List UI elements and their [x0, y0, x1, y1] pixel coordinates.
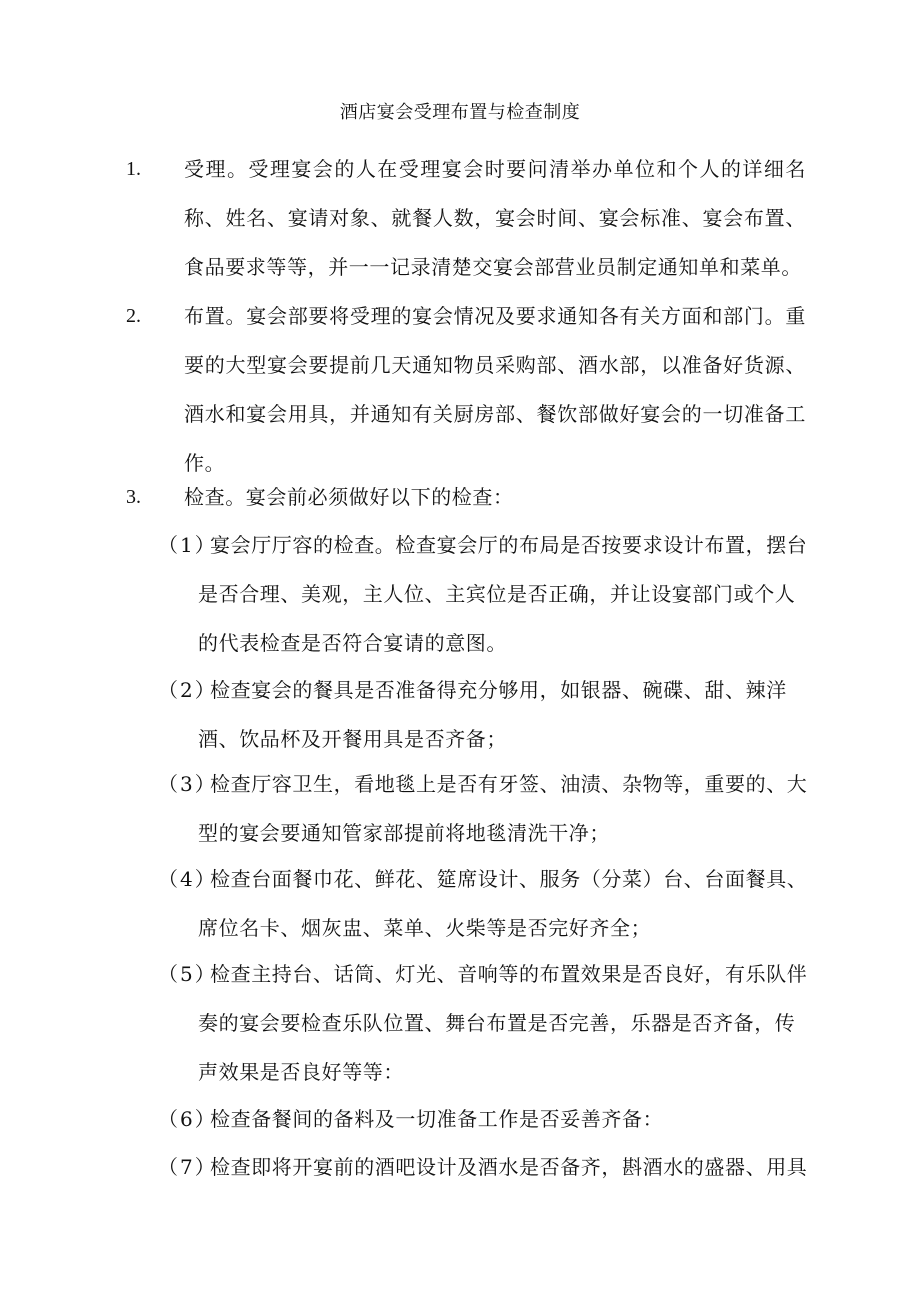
sub-item-7 — [158, 1143, 808, 1192]
list-item-number: 1. — [126, 158, 141, 180]
sub-item-text: 检查厅容卫生，看地毯上是否有牙签、油渍、杂物等，重要的、大型的宴会要通知管家部提前将地毯清洗干净； — [198, 772, 808, 845]
sub-item-mark: （3） — [158, 772, 217, 796]
sub-item-6 — [158, 1095, 808, 1144]
list-item-2 — [126, 292, 806, 488]
sub-item-text: 检查主持台、话筒、灯光、音响等的布置效果是否良好，有乐队伴奏的宴会要检查乐队位置、舞台布置是否完善，乐器是否齐备，传声效果是否良好等等： — [198, 962, 808, 1084]
sub-item-5 — [158, 950, 808, 1097]
sub-item-2 — [158, 666, 808, 764]
sub-item-mark: （6） — [158, 1107, 217, 1131]
list-item-text: 布置。宴会部要将受理的宴会情况及要求通知各有关方面和部门。重要的大型宴会要提前几天通知物员采购部、酒水部，以准备好货源、酒水和宴会用具，并通知有关厨房部、餐饮部做好宴会的一切准备工作。 — [184, 304, 806, 475]
list-item-number: 3. — [126, 486, 141, 508]
sub-item-1 — [158, 521, 808, 668]
sub-item-mark: （4） — [158, 867, 217, 891]
list-item-text: 检查。宴会前必须做好以下的检查： — [184, 485, 514, 509]
sub-item-text: 检查备餐间的备料及一切准备工作是否妥善齐备： — [210, 1107, 664, 1131]
list-item-number: 2. — [126, 305, 141, 327]
list-item-3 — [126, 473, 806, 522]
list-item-text: 受理。受理宴会的人在受理宴会时要问清举办单位和个人的详细名称、姓名、宴请对象、就餐人数，宴会时间、宴会标准、宴会布置、食品要求等等，并一一记录清楚交宴会部营业员制定通知单和菜单。 — [184, 157, 806, 279]
sub-item-text: 检查即将开宴前的酒吧设计及酒水是否备齐，斟酒水的盛器、用具 — [210, 1155, 808, 1179]
sub-item-mark: （5） — [158, 962, 217, 986]
sub-item-text: 宴会厅厅容的检查。检查宴会厅的布局是否按要求设计布置，摆台是否合理、美观，主人位、主宾位是否正确，并让设宴部门或个人的代表检查是否符合宴请的意图。 — [198, 533, 808, 655]
list-item-1 — [126, 145, 806, 292]
document-title: 酒店宴会受理布置与检查制度 — [339, 102, 581, 123]
sub-item-text: 检查宴会的餐具是否准备得充分够用，如银器、碗碟、甜、辣洋酒、饮品杯及开餐用具是否齐备； — [198, 678, 787, 751]
sub-item-text: 检查台面餐巾花、鲜花、筵席设计、服务（分菜）台、台面餐具、席位名卡、烟灰盅、菜单、火柴等是否完好齐全； — [198, 867, 808, 940]
sub-item-mark: （7） — [158, 1155, 217, 1179]
sub-item-4 — [158, 855, 808, 953]
sub-item-mark: （2） — [158, 678, 217, 702]
sub-item-3 — [158, 760, 808, 858]
sub-item-mark: （1） — [158, 533, 217, 557]
